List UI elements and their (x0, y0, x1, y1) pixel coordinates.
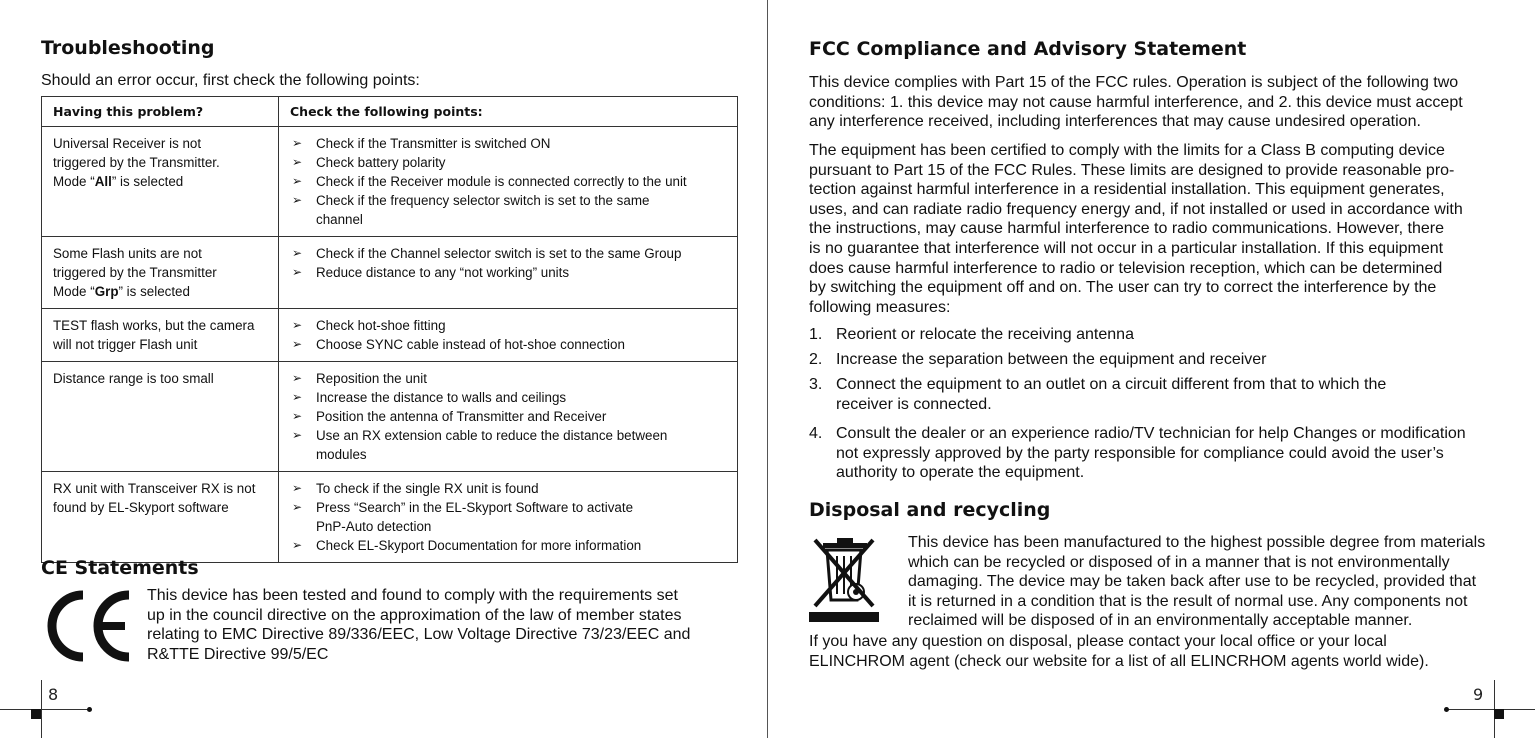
ce-title: CE Statements (41, 557, 199, 579)
check-cell (279, 237, 738, 309)
mode-value: All (94, 174, 112, 189)
text-line: conditions: 1. this device may not cause harmful interference, and 2. this device must accept (809, 93, 1463, 111)
check-item: ➢ To check if the single RX unit is found (292, 481, 539, 496)
text-line: pursuant to Part 15 of the FCC Rules. These limits are designed to provide reasonable pro- (809, 161, 1455, 179)
table-header-row (42, 97, 738, 127)
disposal-text (908, 533, 1508, 631)
table-row (42, 237, 738, 309)
table-row (42, 472, 738, 563)
check-item: ➢ Reduce distance to any “not working” units (292, 265, 570, 280)
check-item: ➢ Use an RX extension cable to reduce the distance between (292, 428, 668, 443)
arrow-bullet-icon: ➢ (292, 174, 303, 188)
table-row (42, 362, 738, 472)
arrow-bullet-icon: ➢ (292, 500, 303, 514)
arrow-bullet-icon: ➢ (292, 481, 303, 495)
problem-line: triggered by the Transmitter. (53, 155, 220, 170)
check-item: ➢ Increase the distance to walls and ceilings (292, 390, 567, 405)
arrow-bullet-icon: ➢ (292, 428, 303, 442)
problem-mode: Mode “Grp” is selected (53, 284, 190, 299)
problem-mode: Mode “All” is selected (53, 174, 184, 189)
check-item-continued: PnP-Auto detection (316, 519, 432, 534)
check-cell (279, 127, 738, 237)
check-item: ➢ Choose SYNC cable instead of hot-shoe connection (292, 337, 625, 352)
troubleshooting-table (41, 96, 738, 563)
registration-square-right (1494, 709, 1504, 719)
problem-cell (42, 472, 279, 563)
fcc-paragraph-1 (809, 73, 1509, 132)
arrow-bullet-icon: ➢ (292, 318, 303, 332)
text-line: the instructions, may cause harmful interference to radio communications. However, there (809, 220, 1444, 238)
arrow-bullet-icon: ➢ (292, 155, 303, 169)
problem-cell (42, 127, 279, 237)
crop-mark-left-horizontal (0, 709, 90, 710)
check-cell (279, 362, 738, 472)
check-cell (279, 472, 738, 563)
check-item-continued: channel (316, 212, 363, 227)
list-item: 2. Increase the separation between the equipment and receiver (809, 351, 1267, 368)
page-number-right: 9 (1473, 685, 1484, 704)
text-line: tection against harmful interference in a residential installation. This equipment generates, (809, 181, 1445, 199)
fcc-paragraph-2 (809, 141, 1509, 317)
troubleshooting-title: Troubleshooting (41, 37, 215, 59)
text-line: any interference received, including interferences that may cause undesired operation. (809, 113, 1421, 131)
text-line: reclaimed will be disposed of in an environmentally acceptable manner. (908, 612, 1413, 630)
arrow-bullet-icon: ➢ (292, 390, 303, 404)
check-item: ➢ Check if the frequency selector switch is set to the same (292, 193, 650, 208)
list-item: 4. Consult the dealer or an experience radio/TV technician for help Changes or modification not expressly approved by the party responsible for compliance could avoid the user’s authority to operate the equipment. (809, 425, 1466, 482)
list-item: 1. Reorient or relocate the receiving antenna (809, 326, 1134, 343)
registration-dot-right (1444, 707, 1449, 712)
text-line: If you have any question on disposal, please contact your local office or your local (809, 633, 1387, 650)
text-line: following measures: (809, 298, 951, 316)
disposal-contact (809, 632, 1509, 671)
text-line: This device has been manufactured to the highest possible degree from materials (908, 534, 1486, 551)
page-number-left: 8 (48, 685, 59, 704)
registration-square-left (31, 709, 41, 719)
text-line: which can be recycled or disposed of in a manner that is not environmentally (908, 553, 1450, 571)
left-page (0, 0, 767, 738)
fcc-title: FCC Compliance and Advisory Statement (809, 38, 1247, 60)
header-problem: Having this problem? (42, 97, 279, 127)
ce-statement (147, 586, 727, 664)
check-item: ➢ Check hot-shoe fitting (292, 318, 446, 333)
problem-cell (42, 309, 279, 362)
text-line: does cause harmful interference to radio or television reception, which can be determined (809, 259, 1443, 277)
problem-cell (42, 237, 279, 309)
arrow-bullet-icon: ➢ (292, 538, 303, 552)
problem-line: TEST flash works, but the camera (53, 318, 255, 333)
header-check: Check the following points: (279, 97, 738, 127)
ce-line: R&TTE Directive 99/5/EC (147, 645, 329, 663)
arrow-bullet-icon: ➢ (292, 246, 303, 260)
text-line: by switching the equipment off and on. The user can try to correct the interference by the (809, 279, 1437, 297)
problem-line: Universal Receiver is not (53, 136, 202, 151)
arrow-bullet-icon: ➢ (292, 136, 303, 150)
troubleshooting-intro: Should an error occur, first check the following points: (41, 72, 420, 89)
problem-line: triggered by the Transmitter (53, 265, 217, 280)
text-line: is no guarantee that interference will not occur in a particular installation. If this equipment (809, 239, 1444, 257)
problem-line: RX unit with Transceiver RX is not (53, 481, 256, 496)
problem-line: will not trigger Flash unit (53, 337, 198, 352)
text-line: uses, and can radiate radio frequency energy and, if not installed or used in accordance with (809, 200, 1463, 218)
problem-cell (42, 362, 279, 472)
list-item: 3. Connect the equipment to an outlet on a circuit different from that to which the receiver is connected. (809, 376, 1387, 413)
arrow-bullet-icon: ➢ (292, 337, 303, 351)
table-row (42, 309, 738, 362)
ce-line: up in the council directive on the approximation of the law of member states (147, 606, 682, 624)
problem-line: Distance range is too small (53, 371, 214, 386)
problem-line: Some Flash units are not (53, 246, 202, 261)
text-line: it is returned in a condition that is the result of normal use. Any components not (908, 592, 1468, 610)
check-item: ➢ Check if the Receiver module is connected correctly to the unit (292, 174, 687, 189)
check-item: ➢ Press “Search” in the EL-Skyport Software to activate (292, 500, 634, 515)
arrow-bullet-icon: ➢ (292, 371, 303, 385)
check-item: ➢ Reposition the unit (292, 371, 427, 386)
arrow-bullet-icon: ➢ (292, 409, 303, 423)
ce-line: relating to EMC Directive 89/336/EEC, Low Voltage Directive 73/23/EEC and (147, 626, 691, 644)
problem-line: found by EL-Skyport software (53, 500, 229, 515)
text-line: The equipment has been certified to comply with the limits for a Class B computing device (809, 142, 1445, 159)
arrow-bullet-icon: ➢ (292, 193, 303, 207)
check-item: ➢ Check EL-Skyport Documentation for more information (292, 538, 642, 553)
disposal-title: Disposal and recycling (809, 499, 1051, 521)
table-row (42, 127, 738, 237)
registration-dot-left (87, 707, 92, 712)
weee-crossed-bin-icon (809, 534, 879, 624)
check-item: ➢ Check if the Channel selector switch is set to the same Group (292, 246, 682, 261)
crop-mark-right-horizontal (1445, 709, 1535, 710)
check-cell (279, 309, 738, 362)
text-line: ELINCHROM agent (check our website for a list of all ELINCRHOM agents world wide). (809, 652, 1429, 670)
mode-value: Grp (94, 284, 119, 299)
arrow-bullet-icon: ➢ (292, 265, 303, 279)
check-item-continued: modules (316, 447, 367, 462)
check-item: ➢ Position the antenna of Transmitter and Receiver (292, 409, 607, 424)
page-gutter-divider (767, 0, 768, 738)
check-item: ➢ Check if the Transmitter is switched ON (292, 136, 551, 151)
ce-line: This device has been tested and found to comply with the requirements set (147, 587, 678, 604)
ce-mark-icon (43, 590, 133, 662)
check-item: ➢ Check battery polarity (292, 155, 446, 170)
text-line: damaging. The device may be taken back after use to be recycled, provided that (908, 573, 1477, 591)
text-line: This device complies with Part 15 of the FCC rules. Operation is subject of the following two (809, 74, 1459, 91)
